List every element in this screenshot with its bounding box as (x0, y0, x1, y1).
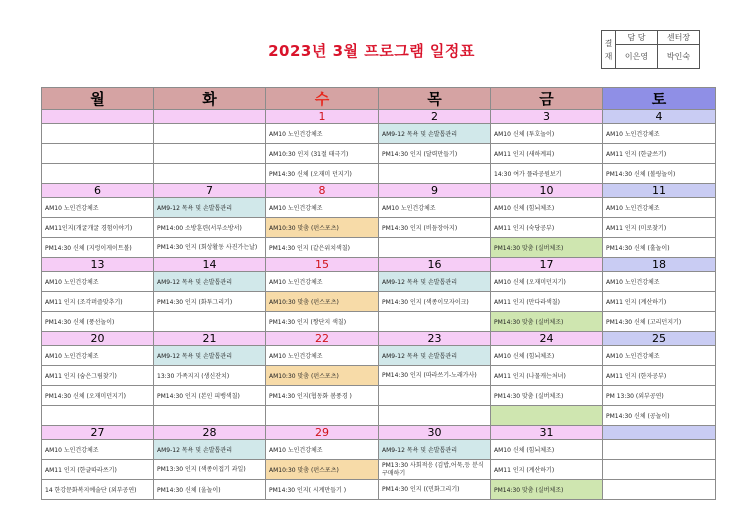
approval-box (601, 30, 700, 69)
activity-cell (379, 238, 491, 258)
activity-cell: PM14:00 소방훈련(서부소방서) (154, 218, 266, 238)
activity-cell (154, 406, 266, 426)
activity-cell: AM9-12 목욕 및 손발톱관리 (154, 198, 266, 218)
date-cell: 20 (42, 332, 154, 346)
activity-cell: AM11 인지 (한글따라쓰기) (42, 460, 154, 480)
date-cell (603, 426, 716, 440)
date-cell: 23 (379, 332, 491, 346)
date-cell: 2 (379, 110, 491, 124)
activity-cell: AM10 노인건강체조 (266, 198, 379, 218)
activity-cell: AM11 인지 (숙당공부) (491, 218, 603, 238)
week-4-row-1 (42, 346, 716, 366)
activity-cell: AM10:30 인지 (31절 태극기) (266, 144, 379, 164)
date-cell: 9 (379, 184, 491, 198)
weekday-header-row (42, 88, 716, 110)
approval-name-staff: 이은영 (616, 45, 658, 69)
activity-cell: PM 13:30 (외부공연) (603, 386, 716, 406)
activity-cell: AM11 인지 (한글쓰기) (603, 144, 716, 164)
activity-cell: PM14:30 인지 (짱단지 색칠) (266, 312, 379, 332)
date-cell: 6 (42, 184, 154, 198)
activity-cell (154, 312, 266, 332)
week-3-row-1 (42, 272, 716, 292)
activity-cell (491, 406, 603, 426)
activity-cell: PM14:30 맞춤 (실버체조) (491, 312, 603, 332)
activity-cell: AM11 인지 (나물캐는처녀) (491, 366, 603, 386)
activity-cell: AM11인지(개굴개굴 경험이야기) (42, 218, 154, 238)
activity-cell: PM13:30 사회적응 (김밥,어묵,등 분식 구매하기 (379, 460, 491, 480)
activity-cell: PM14:30 인지( 시계만들기 ) (266, 480, 379, 500)
activity-cell: PM14:30 신체 (울놀이) (154, 480, 266, 500)
activity-cell: PM14:30 신체 (볼링놀이) (603, 164, 716, 184)
activity-cell: AM11 인지 (조각퍼즐맞추기) (42, 292, 154, 312)
weekday-tue: 화 (154, 88, 266, 110)
week-1-row-3 (42, 164, 716, 184)
date-cell (42, 110, 154, 124)
activity-cell (379, 312, 491, 332)
activity-cell: AM10 노인건강체조 (42, 272, 154, 292)
activity-cell (603, 440, 716, 460)
activity-cell (42, 144, 154, 164)
activity-cell: AM10 신체 (힘뇌체조) (491, 346, 603, 366)
activity-cell: AM11 인지 (숨은그림찾기) (42, 366, 154, 386)
activity-cell (603, 480, 716, 500)
activity-cell: AM10:30 맞춤 (펀스포츠) (266, 366, 379, 386)
approval-name-director: 박인숙 (658, 45, 700, 69)
activity-cell: AM10 노인건강체조 (42, 346, 154, 366)
activity-cell: AM11 인지 (한자공부) (603, 366, 716, 386)
activity-cell: AM10 노인건강체조 (266, 346, 379, 366)
week-5-row-1 (42, 440, 716, 460)
activity-cell: PM14:30 신체 (공놀이) (603, 406, 716, 426)
date-cell: 27 (42, 426, 154, 440)
activity-cell: 14 한강문화복지예술단 (외부공연) (42, 480, 154, 500)
activity-cell: PM14:30 신체 (고리던지기) (603, 312, 716, 332)
week-1-dates (42, 110, 716, 124)
activity-cell: AM11 인지 (새하계피) (491, 144, 603, 164)
activity-cell: PM14:30 인지 ((민화그리기) (379, 480, 491, 500)
date-cell: 31 (491, 426, 603, 440)
date-cell: 4 (603, 110, 716, 124)
activity-cell: AM11 인지 (계산하기) (491, 460, 603, 480)
activity-cell (379, 164, 491, 184)
activity-cell: PM14:30 신체 (풍선놀이) (42, 312, 154, 332)
date-cell: 8 (266, 184, 379, 198)
approval-role-director: 센터장 (658, 31, 700, 45)
activity-cell: PM14:30 인지 (같은위치색칠) (266, 238, 379, 258)
activity-cell: AM10 노인건강체조 (379, 198, 491, 218)
activity-cell: AM10 노인건강체조 (266, 124, 379, 144)
activity-cell: AM9-12 목욕 및 손발톱관리 (379, 272, 491, 292)
activity-cell (42, 164, 154, 184)
activity-cell: PM13:30 인지 (색종이접기 과일) (154, 460, 266, 480)
activity-cell: PM14:30 신체 (오재미던지기) (42, 386, 154, 406)
activity-cell: 13:30 가족지지 (생신잔치) (154, 366, 266, 386)
date-cell: 13 (42, 258, 154, 272)
activity-cell: PM14:30 신체 (지렁이게이트볼) (42, 238, 154, 258)
activity-cell: PM14:30 인지 (회상활동 사진가는날) (154, 238, 266, 258)
activity-cell: AM11 인지 (계산하기) (603, 292, 716, 312)
week-3-dates (42, 258, 716, 272)
activity-cell: AM10 신체 (투호놀이) (491, 124, 603, 144)
date-cell: 15 (266, 258, 379, 272)
date-cell (154, 110, 266, 124)
activity-cell: AM11 인지 (미로찾기) (603, 218, 716, 238)
week-5-row-3 (42, 480, 716, 500)
activity-cell: AM10 신체 (힘뇌체조) (491, 198, 603, 218)
activity-cell: PM14:30 인지 (색종이모자이크) (379, 292, 491, 312)
week-4-row-3 (42, 386, 716, 406)
activity-cell: PM14:30 맞춤 (실버체조) (491, 386, 603, 406)
date-cell: 3 (491, 110, 603, 124)
week-2-row-1 (42, 198, 716, 218)
activity-cell: PM14:30 인지(협동화 봄풍경 ) (266, 386, 379, 406)
date-cell: 11 (603, 184, 716, 198)
activity-cell: AM9-12 목욕 및 손발톱관리 (379, 124, 491, 144)
date-cell: 18 (603, 258, 716, 272)
activity-cell: PM14:30 맞춤 (실버체조) (491, 238, 603, 258)
date-cell: 10 (491, 184, 603, 198)
activity-cell: AM9-12 목욕 및 손발톱관리 (154, 272, 266, 292)
activity-cell: 14:30 여가 플라공원보기 (491, 164, 603, 184)
activity-cell: AM10 노인건강체조 (603, 124, 716, 144)
approval-role-staff: 담 당 (616, 31, 658, 45)
date-cell: 24 (491, 332, 603, 346)
activity-cell: AM10 노인건강체조 (603, 198, 716, 218)
date-cell: 25 (603, 332, 716, 346)
weekday-mon: 월 (42, 88, 154, 110)
date-cell: 29 (266, 426, 379, 440)
activity-cell: AM10 신체 (오재미던지기) (491, 272, 603, 292)
date-cell: 28 (154, 426, 266, 440)
week-2-row-2 (42, 218, 716, 238)
activity-cell: AM11 인지 (만다라색칠) (491, 292, 603, 312)
week-4-row-2 (42, 366, 716, 386)
activity-cell: AM9-12 목욕 및 손발톱관리 (154, 440, 266, 460)
activity-cell: PM14:30 인지 (따라쓰기-노래가사) (379, 366, 491, 386)
activity-cell: AM10 노인건강체조 (42, 440, 154, 460)
week-3-row-2 (42, 292, 716, 312)
page-title: 2023년 3월 프로그램 일정표 (268, 42, 475, 60)
activity-cell (603, 460, 716, 480)
activity-cell (154, 144, 266, 164)
date-cell: 17 (491, 258, 603, 272)
date-cell: 1 (266, 110, 379, 124)
activity-cell: PM14:30 신체 (훌놀이) (603, 238, 716, 258)
activity-cell (42, 124, 154, 144)
approval-side-label: 결 재 (602, 31, 616, 69)
activity-cell: AM10 신체 (힘뇌체조) (491, 440, 603, 460)
weekday-thu: 목 (379, 88, 491, 110)
weekday-sat: 토 (603, 88, 716, 110)
activity-cell: AM9-12 목욕 및 손발톱관리 (379, 440, 491, 460)
activity-cell: AM10 노인건강체조 (42, 198, 154, 218)
activity-cell: PM14:30 인지 (본인 피뱅색칠) (154, 386, 266, 406)
activity-cell: PM14:30 인지 (달력만들기) (379, 144, 491, 164)
activity-cell (379, 406, 491, 426)
calendar-table (41, 87, 716, 500)
activity-cell: PM14:30 인지 (화투그리기) (154, 292, 266, 312)
activity-cell (42, 406, 154, 426)
week-4-dates (42, 332, 716, 346)
weekday-wed: 수 (266, 88, 379, 110)
week-1-row-1 (42, 124, 716, 144)
week-2-dates (42, 184, 716, 198)
activity-cell (154, 124, 266, 144)
activity-cell: AM10 노인건강체조 (266, 440, 379, 460)
activity-cell: AM10 노인건강체조 (603, 346, 716, 366)
activity-cell: AM10:30 맞춤 (펀스포츠) (266, 460, 379, 480)
activity-cell: PM14:30 맞춤 (실버체조) (491, 480, 603, 500)
activity-cell (266, 406, 379, 426)
date-cell: 21 (154, 332, 266, 346)
activity-cell: AM10:30 맞춤 (펀스포츠) (266, 292, 379, 312)
activity-cell (154, 164, 266, 184)
date-cell: 14 (154, 258, 266, 272)
date-cell: 16 (379, 258, 491, 272)
activity-cell (379, 386, 491, 406)
weekday-fri: 금 (491, 88, 603, 110)
week-4-row-4 (42, 406, 716, 426)
week-1-row-2 (42, 144, 716, 164)
activity-cell: AM10:30 맞춤 (펀스포츠) (266, 218, 379, 238)
date-cell: 30 (379, 426, 491, 440)
activity-cell: AM9-12 목욕 및 손발톱관리 (379, 346, 491, 366)
date-cell: 7 (154, 184, 266, 198)
week-5-dates (42, 426, 716, 440)
week-5-row-2 (42, 460, 716, 480)
activity-cell: AM10 노인건강체조 (266, 272, 379, 292)
activity-cell: PM14:30 인지 (비듬장아지) (379, 218, 491, 238)
activity-cell: AM9-12 목욕 및 손발톱관리 (154, 346, 266, 366)
week-2-row-3 (42, 238, 716, 258)
date-cell: 22 (266, 332, 379, 346)
activity-cell: PM14:30 신체 (오재미 던지기) (266, 164, 379, 184)
activity-cell: AM10 노인건강체조 (603, 272, 716, 292)
week-3-row-3 (42, 312, 716, 332)
